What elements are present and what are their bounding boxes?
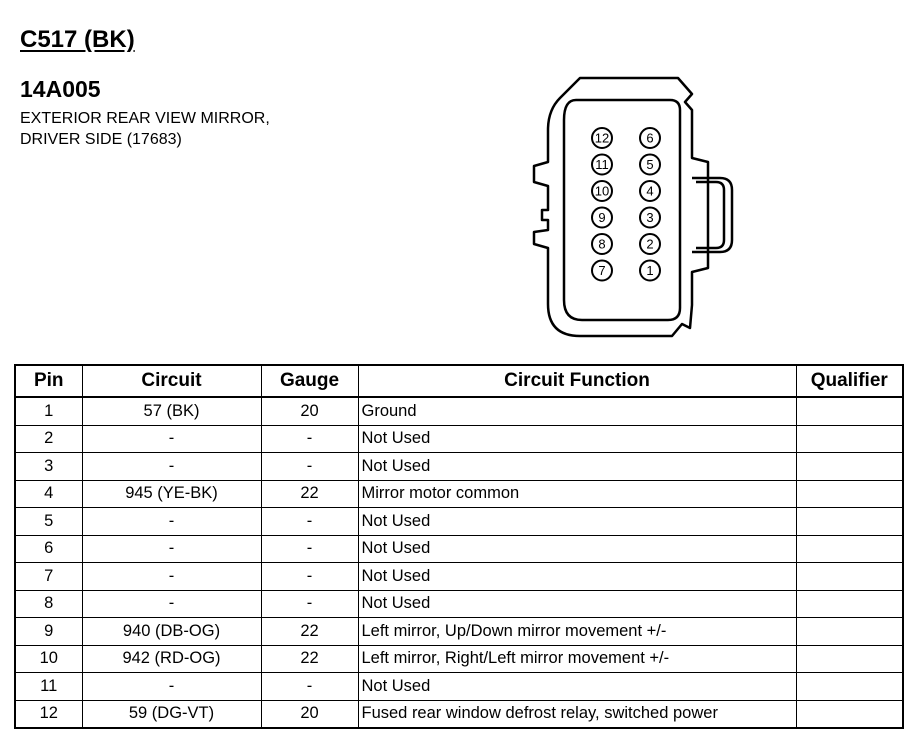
cell-function: Mirror motor common	[358, 480, 796, 508]
cell-qualifier	[796, 425, 903, 453]
svg-text:9: 9	[598, 210, 606, 225]
connector-pin-9	[592, 208, 612, 228]
cell-gauge: -	[261, 590, 358, 618]
pinout-table	[14, 364, 904, 729]
svg-text:10: 10	[594, 183, 610, 199]
svg-text:2: 2	[646, 236, 654, 252]
cell-function: Not Used	[358, 425, 796, 453]
cell-qualifier	[796, 535, 903, 563]
cell-qualifier	[796, 508, 903, 536]
table-header-row	[15, 365, 903, 397]
cell-pin: 11	[15, 673, 82, 701]
connector-pin-6	[640, 128, 660, 148]
cell-pin: 12	[15, 700, 82, 728]
cell-circuit: -	[82, 673, 261, 701]
table-row	[15, 645, 903, 673]
cell-gauge: -	[261, 425, 358, 453]
cell-qualifier	[796, 673, 903, 701]
cell-circuit: -	[82, 453, 261, 481]
connector-pin-10	[592, 181, 612, 201]
cell-qualifier	[796, 453, 903, 481]
svg-text:5: 5	[646, 157, 654, 172]
svg-text:8: 8	[598, 236, 606, 252]
cell-circuit: 940 (DB-OG)	[82, 618, 261, 646]
svg-text:3: 3	[646, 210, 654, 225]
table-row	[15, 480, 903, 508]
cell-pin: 1	[15, 397, 82, 425]
svg-text:7: 7	[598, 263, 606, 278]
table-row	[15, 397, 903, 425]
table-row	[15, 618, 903, 646]
connector-title: C517 (BK)	[20, 26, 135, 53]
cell-qualifier	[796, 645, 903, 673]
cell-pin: 2	[15, 425, 82, 453]
part-number: 14A005	[20, 76, 101, 102]
cell-circuit: -	[82, 590, 261, 618]
cell-function: Fused rear window defrost relay, switched power	[358, 700, 796, 728]
connector-pin-7	[592, 261, 612, 281]
svg-text:12: 12	[594, 130, 610, 146]
cell-qualifier	[796, 618, 903, 646]
cell-pin: 9	[15, 618, 82, 646]
cell-function: Not Used	[358, 453, 796, 481]
cell-function: Left mirror, Right/Left mirror movement +/-	[358, 645, 796, 673]
table-row	[15, 535, 903, 563]
cell-pin: 6	[15, 535, 82, 563]
cell-qualifier	[796, 397, 903, 425]
connector-pin-3	[640, 208, 660, 228]
cell-qualifier	[796, 590, 903, 618]
cell-gauge: -	[261, 535, 358, 563]
cell-gauge: -	[261, 673, 358, 701]
cell-function: Not Used	[358, 563, 796, 591]
cell-circuit: -	[82, 535, 261, 563]
cell-gauge: 22	[261, 480, 358, 508]
cell-gauge: -	[261, 453, 358, 481]
cell-gauge: 22	[261, 645, 358, 673]
connector-housing-inner	[564, 100, 680, 320]
cell-circuit: -	[82, 508, 261, 536]
connector-face-diagram	[520, 70, 740, 350]
svg-text:1: 1	[646, 263, 654, 278]
cell-gauge: 20	[261, 700, 358, 728]
header-gauge: Gauge	[261, 365, 358, 397]
cell-circuit: 57 (BK)	[82, 397, 261, 425]
table-row	[15, 425, 903, 453]
header-pin: Pin	[15, 365, 82, 397]
table-row	[15, 508, 903, 536]
cell-function: Not Used	[358, 535, 796, 563]
table-row	[15, 700, 903, 728]
table-row	[15, 673, 903, 701]
description-line-2: DRIVER SIDE (17683)	[20, 131, 182, 148]
cell-qualifier	[796, 700, 903, 728]
header-circuit-function: Circuit Function	[358, 365, 796, 397]
cell-pin: 7	[15, 563, 82, 591]
connector-pin-8	[592, 234, 612, 254]
description-line-1: EXTERIOR REAR VIEW MIRROR,	[20, 110, 270, 127]
connector-pin-4	[640, 181, 660, 201]
cell-circuit: 945 (YE-BK)	[82, 480, 261, 508]
table-row	[15, 563, 903, 591]
cell-qualifier	[796, 480, 903, 508]
cell-pin: 3	[15, 453, 82, 481]
cell-gauge: 20	[261, 397, 358, 425]
table-row	[15, 453, 903, 481]
cell-qualifier	[796, 563, 903, 591]
connector-latch	[692, 178, 708, 252]
connector-pin-1	[640, 261, 660, 281]
table-row	[15, 590, 903, 618]
cell-function: Left mirror, Up/Down mirror movement +/-	[358, 618, 796, 646]
cell-pin: 4	[15, 480, 82, 508]
cell-gauge: -	[261, 563, 358, 591]
svg-text:4: 4	[646, 183, 654, 199]
cell-circuit: -	[82, 425, 261, 453]
header-circuit: Circuit	[82, 365, 261, 397]
cell-pin: 10	[15, 645, 82, 673]
connector-pin-5	[640, 155, 660, 175]
svg-text:11: 11	[595, 157, 609, 172]
svg-text:6: 6	[646, 130, 654, 146]
connector-pin-12	[592, 128, 612, 148]
part-description	[20, 108, 270, 150]
cell-pin: 5	[15, 508, 82, 536]
cell-circuit: -	[82, 563, 261, 591]
cell-function: Ground	[358, 397, 796, 425]
cell-function: Not Used	[358, 673, 796, 701]
cell-pin: 8	[15, 590, 82, 618]
cell-circuit: 59 (DG-VT)	[82, 700, 261, 728]
cell-function: Not Used	[358, 508, 796, 536]
header-qualifier: Qualifier	[796, 365, 903, 397]
cell-circuit: 942 (RD-OG)	[82, 645, 261, 673]
cell-gauge: 22	[261, 618, 358, 646]
cell-function: Not Used	[358, 590, 796, 618]
connector-pin-2	[640, 234, 660, 254]
connector-pin-11	[592, 155, 612, 175]
cell-gauge: -	[261, 508, 358, 536]
